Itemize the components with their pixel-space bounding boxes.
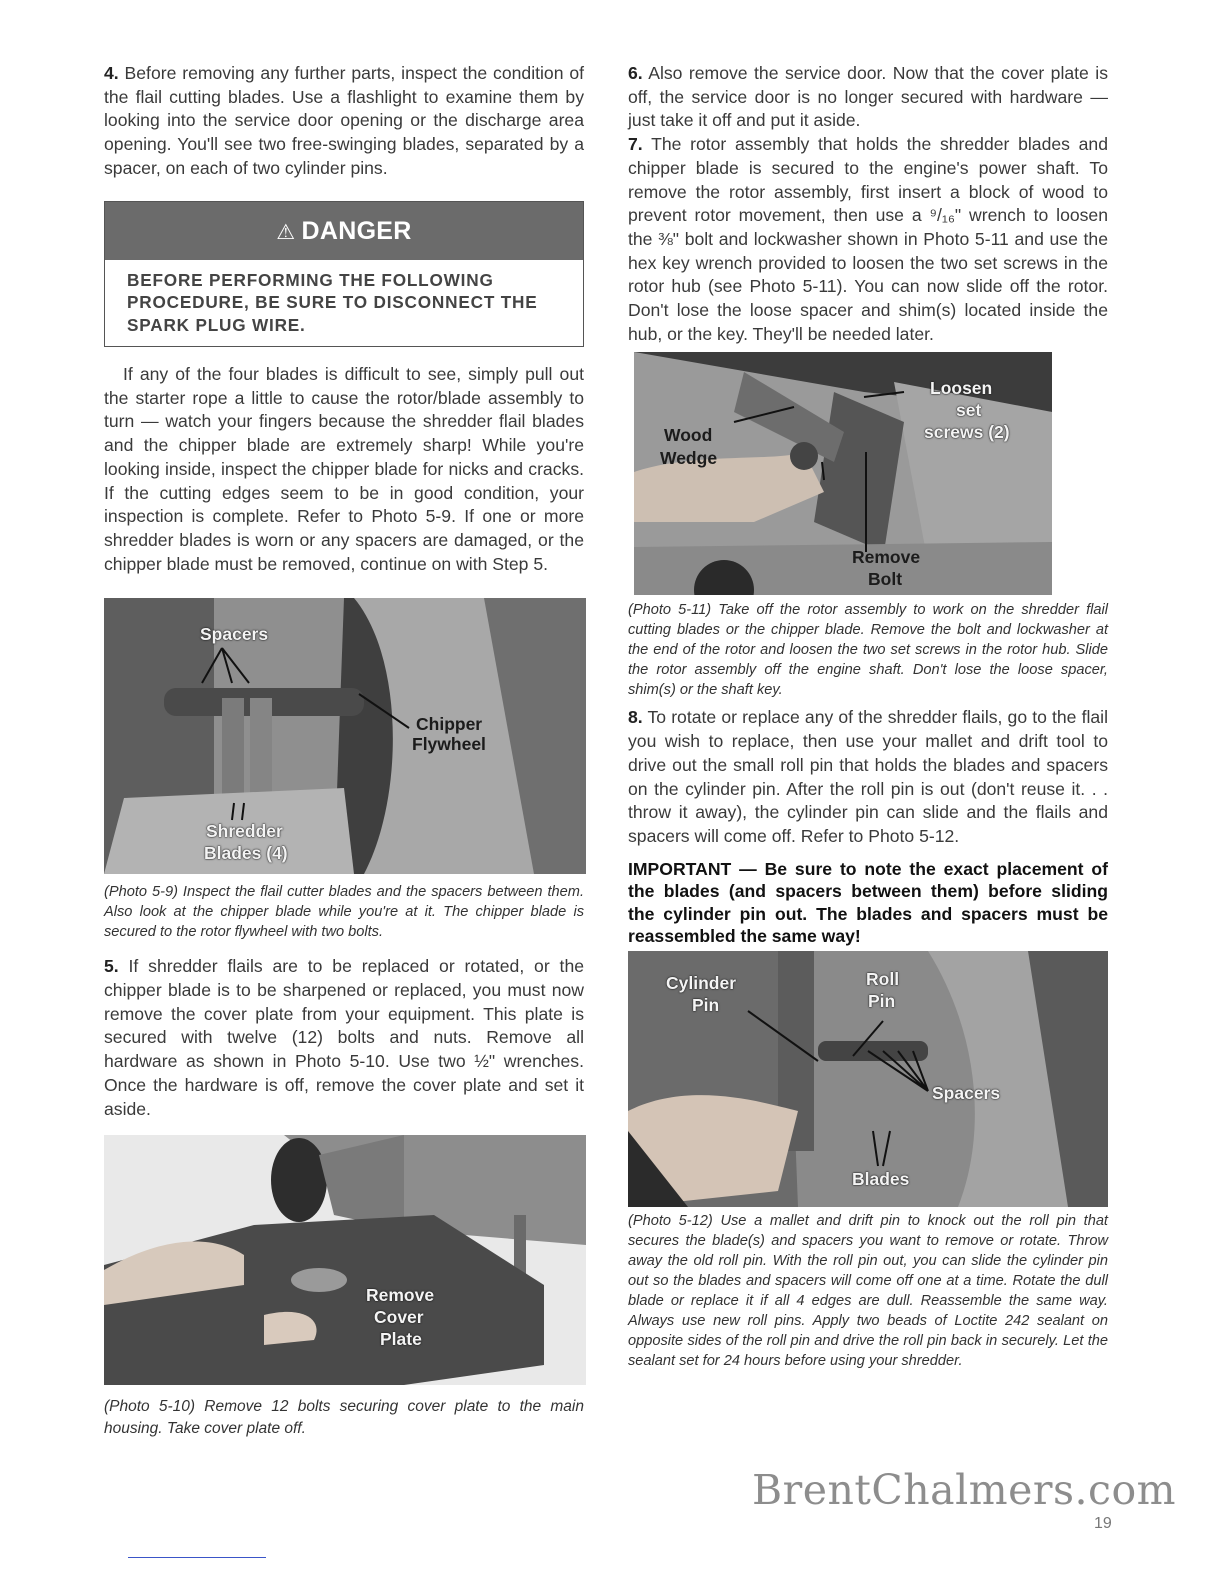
label-screws: screws (2): [924, 422, 1010, 443]
page-number: 19: [1094, 1515, 1112, 1532]
step-text: To rotate or replace any of the shredder flails, go to the flail you wish to replace, then use your mallet and drift tool to drive out the small roll pin that holds the blades and spacers on the cylinder pin. After the roll pin is out (don't reuse it. . . throw it away), the cylinder pin can slide and the flails and spacers will come off. Refer to Photo 5-12.: [628, 707, 1108, 846]
label-spacers: Spacers: [200, 624, 269, 645]
label-remove: Remove: [366, 1285, 435, 1306]
photo-5-12-caption: (Photo 5-12) Use a mallet and drift pin to knock out the roll pin that secures the blade(s) and spacers you want to remove or rotate. Throw away the old roll pin. With the roll pin out, you can slide the cylinder pin out so the blades and spacers will come off one at a time. Rotate the dull blade or replace it if all 4 edges are dull. Reassemble the same way. Always use new roll pins. Apply two beads of Loctite 242 sealant on opposite sides of the roll pin and drive the roll pin back in securely. Let the sealant set for 24 hours before using your shredder.: [628, 1212, 1108, 1369]
blades-paragraph: If any of the four blades is difficult to see, simply pull out the starter rope a little to cause the rotor/blade assembly to turn — watch your fingers because the shredder flail blades and the chipper blade are extremely sharp! While you're looking inside, inspect the chipper blade for nicks and cracks. If the cutting edges seem to be in good condition, your inspection is complete. Refer to Photo 5-9. If one or more shredder blades is worn or any spacers are damaged, or the chipper blade must be removed, continue on with Step 5.: [104, 364, 584, 574]
danger-header: [105, 202, 583, 260]
label-bolt: Bolt: [868, 569, 903, 590]
label-set: set: [956, 400, 982, 421]
step-text: The rotor assembly that holds the shredder blades and chipper blade is secured to the engine's power shaft. To remove the rotor assembly, first insert a block of wood to prevent rotor movement, then use a ⁹/₁₆" wrench to loosen the ⅜" bolt and lockwasher shown in Photo 5-11 and use the hex key wrench provided to loosen the two set screws in the rotor hub (see Photo 5-11). You can now slide off the rotor. Don't lose the loose spacer and shim(s) located inside the hub, or the key. They'll be needed later.: [628, 134, 1108, 344]
photo-5-10: [104, 1135, 586, 1385]
step-text: If shredder flails are to be replaced or rotated, or the chipper blade is to be sharpened or replaced, you must now remove the cover plate from your equipment. This plate is secured with twelve (12) bolts and nuts. Remove all hardware as shown in Photo 5-10. Use two ½" wrenches. Once the hardware is off, remove the cover plate and set it aside.: [104, 956, 585, 1119]
label-wedge: Wedge: [660, 448, 718, 469]
step-8-paragraph: [628, 706, 1108, 848]
step-4-paragraph: [104, 62, 584, 181]
label-loosen: Loosen: [930, 378, 993, 399]
label-blades: Blades (4): [204, 843, 288, 864]
step-6-paragraph: [628, 62, 1108, 133]
label-roll-pin: Pin: [868, 990, 896, 1011]
label-shredder: Shredder: [206, 821, 283, 842]
warning-triangle-icon: ⚠: [276, 220, 296, 244]
label-cover: Cover: [374, 1307, 424, 1328]
photo-5-10-illustration: [104, 1135, 586, 1385]
label-pin: Pin: [692, 994, 720, 1015]
step-7-paragraph: [628, 133, 1108, 346]
photo-5-12: [628, 951, 1108, 1207]
label-spacers: Spacers: [932, 1082, 1001, 1103]
label-plate: Plate: [380, 1329, 422, 1350]
danger-message: BEFORE PERFORMING THE FOLLOWING PROCEDURE, BE SURE TO DISCONNECT THE SPARK PLUG WIRE.: [127, 269, 538, 335]
photo-5-11-caption: (Photo 5-11) Take off the rotor assembly to work on the shredder flail cutting blades or the chipper blade. Remove the bolt and lockwasher at the end of the rotor and loosen the two set screws in the rotor hub. Slide the rotor assembly off the engine shaft. Don't lose the loose spacer, shim(s) or the shaft key.: [628, 602, 1108, 699]
photo-5-9-illustration: [104, 598, 586, 874]
label-flywheel: Flywheel: [412, 734, 486, 755]
step-number: 5.: [104, 956, 119, 977]
danger-title: DANGER: [301, 216, 412, 245]
step-5-paragraph: [104, 955, 584, 1121]
step-number: 8.: [628, 707, 643, 728]
label-roll: Roll: [866, 968, 900, 989]
label-chipper: Chipper: [416, 714, 483, 735]
important-notice: IMPORTANT — Be sure to note the exact placement of the blades (and spacers between them) before sliding the cylinder pin out. The blades and spacers must be reassembled the same way!: [628, 858, 1108, 947]
watermark: BrentChalmers.com: [752, 1466, 1177, 1514]
label-cylinder: Cylinder: [666, 972, 737, 993]
photo-5-9: [104, 598, 586, 874]
step-number: 4.: [104, 63, 119, 83]
right-column: [628, 62, 1108, 1371]
label-blades: Blades: [852, 1168, 910, 1189]
photo-5-10-caption: (Photo 5-10) Remove 12 bolts securing cover plate to the main housing. Take cover plate off.: [104, 1398, 584, 1438]
step-number: 6.: [628, 63, 643, 83]
footer-rule: [128, 1557, 266, 1558]
danger-box: [104, 201, 584, 348]
label-wood: Wood: [664, 425, 713, 446]
step-text: Before removing any further parts, inspect the condition of the flail cutting blades. Use a flashlight to examine them by looking into the service door opening or the discharge area opening. You'll see two free-swinging blades, separated by a spacer, on each of two cylinder pins.: [104, 63, 584, 178]
photo-5-9-caption: (Photo 5-9) Inspect the flail cutter blades and the spacers between them. Also look at the chipper blade while you're at it. The chipper blade is secured to the rotor flywheel with two bolts.: [104, 884, 584, 941]
step-text: Also remove the service door. Now that the cover plate is off, the service door is no longer secured with hardware — just take it off and put it aside.: [628, 63, 1109, 131]
left-column: [104, 62, 584, 1440]
photo-5-11: [634, 352, 1052, 595]
label-remove: Remove: [852, 547, 921, 568]
step-number: 7.: [628, 134, 643, 155]
